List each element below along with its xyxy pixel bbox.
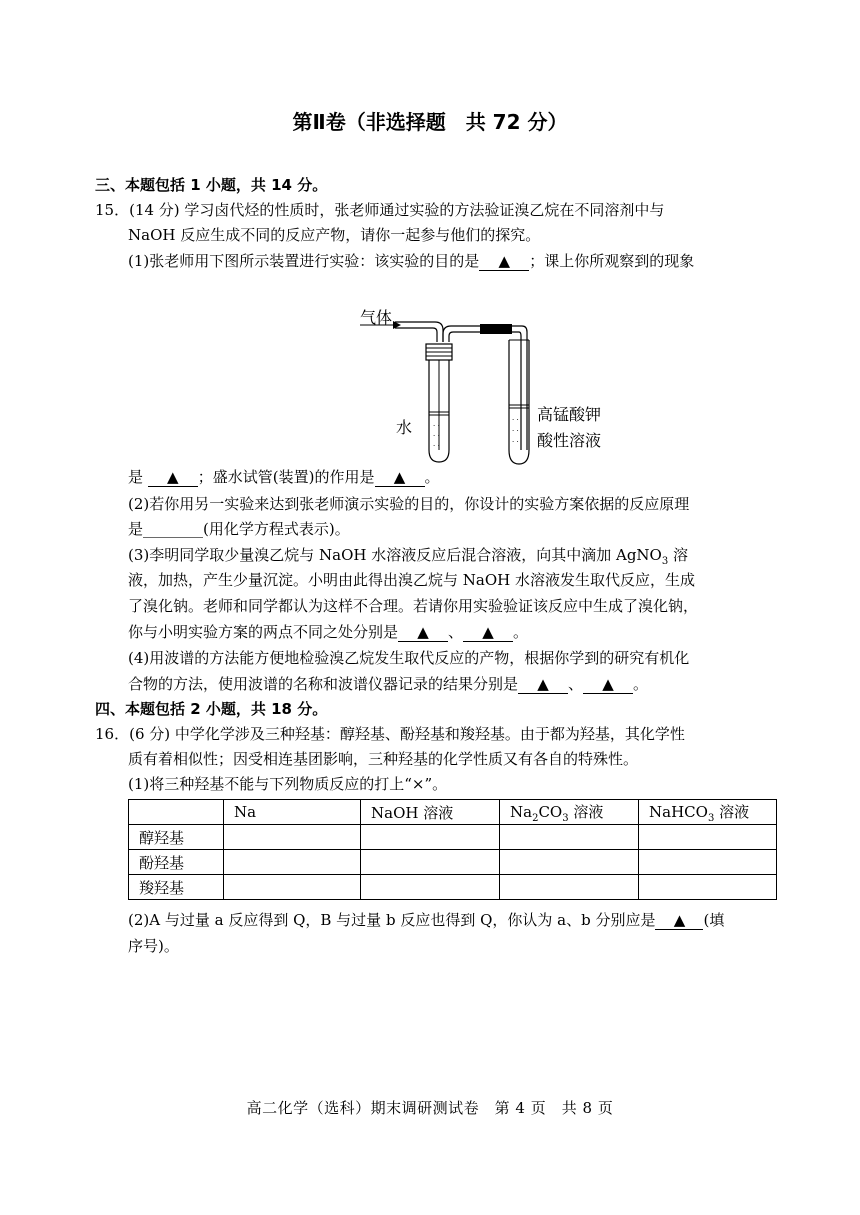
answer-cell[interactable] bbox=[361, 825, 500, 850]
q16-p1: (1)将三种羟基不能与下列物质反应的打上“×”。 bbox=[128, 775, 448, 793]
table-row bbox=[129, 825, 777, 850]
q15-part1-line2 bbox=[128, 467, 440, 487]
answer-blank: ▲ bbox=[655, 912, 703, 930]
q15-p3-line2: 液，加热，产生少量沉淀。小明由此得出溴乙烷与 NaOH 水溶液发生取代反应，生成 bbox=[128, 571, 695, 589]
answer-cell[interactable] bbox=[500, 875, 639, 900]
q15-p3-text-a-end: 溶 bbox=[668, 546, 689, 564]
row-label: 酚羟基 bbox=[129, 850, 224, 875]
q15-p4-line1: (4)用波谱的方法能方便地检验溴乙烷发生取代反应的产物，根据你学到的研究有机化 bbox=[128, 649, 690, 667]
table-header-row bbox=[129, 800, 777, 825]
q15-p1-text-c: 是 bbox=[128, 468, 144, 486]
q15-p3-text-d: 你与小明实验方案的两点不同之处分别是 bbox=[128, 623, 399, 641]
answer-blank: ▲ bbox=[479, 253, 529, 271]
answer-cell[interactable] bbox=[361, 875, 500, 900]
q15-p3-line4 bbox=[128, 622, 528, 642]
row-label: 羧羟基 bbox=[129, 875, 224, 900]
separator: 、 bbox=[448, 623, 464, 641]
rubber-connector bbox=[480, 324, 512, 334]
nahco3-prefix: NaHCO bbox=[649, 802, 708, 821]
table-row bbox=[129, 875, 777, 900]
q15-part1-line1 bbox=[128, 251, 694, 271]
separator: 、 bbox=[568, 675, 584, 693]
svg-text:· ·: · · bbox=[512, 416, 519, 424]
table-row bbox=[129, 850, 777, 875]
answer-cell[interactable] bbox=[224, 825, 361, 850]
answer-blank: ▲ bbox=[148, 469, 198, 487]
kmno4-label-2: 酸性溶液 bbox=[537, 431, 602, 450]
page-footer: 高二化学（选科）期末调研测试卷 第 4 页 共 8 页 bbox=[246, 1099, 614, 1117]
q16-p2-text-b: (填 bbox=[703, 911, 725, 929]
q15-p1-text-d: ；盛水试管(装置)的作用是 bbox=[197, 468, 375, 486]
q15-intro-2: NaOH 反应生成不同的反应产物，请你一起参与他们的探究。 bbox=[128, 226, 541, 244]
water-label: 水 bbox=[396, 418, 413, 437]
answer-blank: ▲ bbox=[398, 624, 448, 642]
q15-p4-line2 bbox=[128, 674, 648, 694]
na2co3-sub: 3 bbox=[562, 812, 569, 824]
na2co3-prefix: Na bbox=[510, 802, 533, 821]
answer-cell[interactable] bbox=[639, 825, 777, 850]
q15-p3-line3: 了溴化钠。老师和同学都认为这样不合理。若请你用实验验证该反应中生成了溴化钠， bbox=[128, 597, 699, 615]
answer-blank: ▲ bbox=[463, 624, 513, 642]
answer-cell[interactable] bbox=[639, 875, 777, 900]
q16-number: 16． bbox=[95, 725, 130, 743]
svg-text:· ·: · · bbox=[433, 432, 440, 440]
q16-line-1 bbox=[95, 724, 685, 744]
table-header-empty bbox=[129, 800, 224, 825]
q16-intro-1: (6 分) 中学化学涉及三种羟基：醇羟基、酚羟基和羧羟基。由于都为羟基，其化学性 bbox=[129, 725, 685, 743]
q15-p2-line1: (2)若你用另一实验来达到张老师演示实验的目的，你设计的实验方案依据的反应原理 bbox=[128, 495, 690, 513]
na2co3-suffix: 溶液 bbox=[568, 802, 604, 821]
q15-p1-text-a: (1)张老师用下图所示装置进行实验：该实验的目的是 bbox=[128, 252, 480, 270]
nahco3-sub: 3 bbox=[707, 812, 715, 824]
table-header-nahco3 bbox=[639, 800, 777, 825]
answer-cell[interactable] bbox=[500, 825, 639, 850]
q16-p2-text-a: (2)A 与过量 a 反应得到 Q，B 与过量 b 反应也得到 Q，你认为 a、b 分别应是 bbox=[128, 911, 656, 929]
answer-cell[interactable] bbox=[639, 850, 777, 875]
answer-blank: ▲ bbox=[375, 469, 425, 487]
gas-label: 气体 bbox=[360, 308, 393, 327]
row-label: 醇羟基 bbox=[129, 825, 224, 850]
svg-text:· ·: · · bbox=[433, 442, 440, 450]
period: 。 bbox=[633, 675, 649, 693]
svg-text:· ·: · · bbox=[433, 422, 440, 430]
section-3-heading: 三、本题包括 1 小题，共 14 分。 bbox=[95, 176, 328, 194]
table-header-na2co3 bbox=[500, 800, 639, 825]
q16-p2-line2: 序号)。 bbox=[128, 937, 179, 955]
table-header-naoh: NaOH 溶液 bbox=[361, 800, 500, 825]
q15-p3-subscript: 3 bbox=[661, 556, 669, 567]
hydroxyl-reaction-table bbox=[128, 799, 777, 900]
q15-p4-text-b: 合物的方法，使用波谱的名称和波谱仪器记录的结果分别是 bbox=[128, 675, 519, 693]
q16-p2-line1 bbox=[128, 910, 724, 930]
q15-p3-text-a: (3)李明同学取少量溴乙烷与 NaOH 水溶液反应后混合溶液，向其中滴加 AgNO bbox=[128, 546, 662, 564]
answer-blank: ▲ bbox=[518, 676, 568, 694]
q15-p1-text-b: ；课上你所观察到的现象 bbox=[529, 252, 695, 270]
q15-line-1 bbox=[95, 200, 664, 220]
q15-number: 15． bbox=[95, 201, 130, 219]
section-title: 第Ⅱ卷（非选择题 共 72 分） bbox=[292, 110, 568, 134]
answer-cell[interactable] bbox=[361, 850, 500, 875]
table-header-na: Na bbox=[224, 800, 361, 825]
section-4-heading: 四、本题包括 2 小题，共 18 分。 bbox=[95, 700, 328, 718]
answer-cell[interactable] bbox=[500, 850, 639, 875]
na2co3-sub: 2 bbox=[532, 812, 539, 824]
nahco3-suffix: 溶液 bbox=[714, 802, 750, 821]
answer-blank: ▲ bbox=[583, 676, 633, 694]
answer-cell[interactable] bbox=[224, 850, 361, 875]
q15-p2-line2: 是________(用化学方程式表示)。 bbox=[128, 520, 350, 538]
kmno4-label-1: 高锰酸钾 bbox=[537, 405, 602, 424]
period: 。 bbox=[513, 623, 529, 641]
svg-text:· ·: · · bbox=[512, 438, 519, 446]
q15-p3-line1 bbox=[128, 545, 688, 572]
na2co3-rest: CO bbox=[538, 802, 563, 821]
q16-intro-2: 质有着相似性；因受相连基团影响，三种羟基的化学性质又有各自的特殊性。 bbox=[128, 750, 639, 768]
answer-cell[interactable] bbox=[224, 875, 361, 900]
svg-text:· ·: · · bbox=[512, 427, 519, 435]
q15-intro-1: (14 分) 学习卤代烃的性质时，张老师通过实验的方法验证溴乙烷在不同溶剂中与 bbox=[129, 201, 665, 219]
q15-p1-text-e: 。 bbox=[424, 468, 440, 486]
